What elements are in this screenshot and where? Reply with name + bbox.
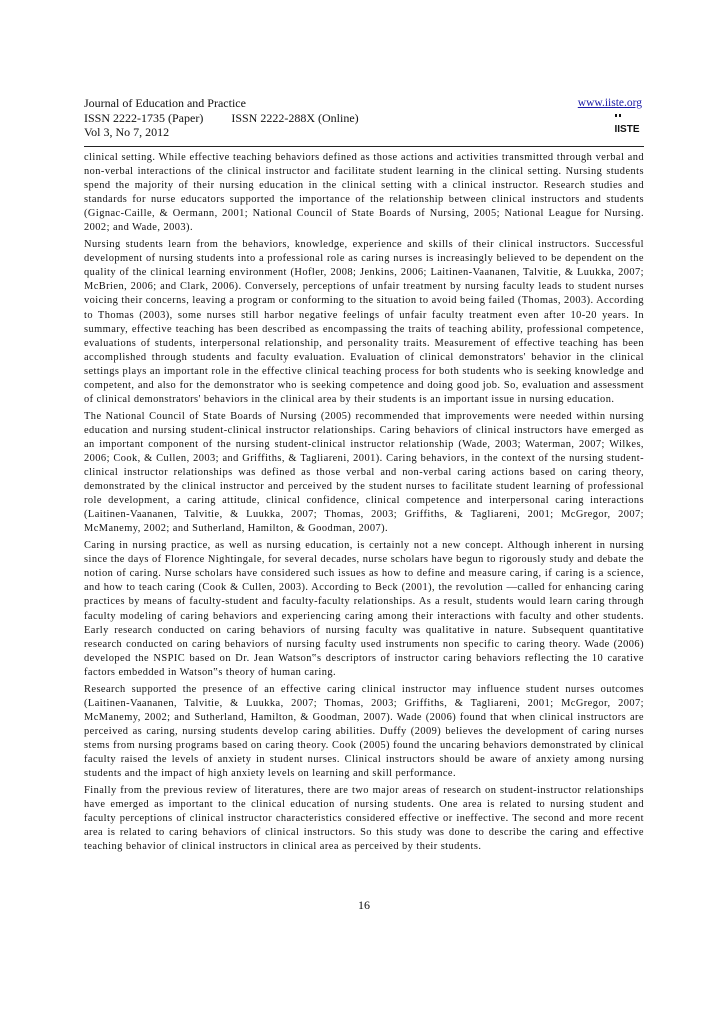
body-paragraph: clinical setting. While effective teaching behaviors defined as those actions and activities transmitted through verbal and non-verbal interactions of the clinical instructor and facilitate student learning in the clinical setting. Nursing students spend the majority of their nursing education in the clinical setting with a clinical instructor. Research studies and standards for nurse educators supported the importance of the relationship between clinical instructors and students (Gignac-Caille, & Oermann, 2001; National Council of State Boards of Nursing, 2005; National League for Nursing. 2002; and Wade, 2003).	[84, 152, 644, 234]
volume-issue: Vol 3, No 7, 2012	[84, 125, 170, 139]
issn-paper: ISSN 2222-1735 (Paper)	[84, 110, 204, 125]
body-paragraph: Research supported the presence of an effective caring clinical instructor may influence student nurses outcomes (Laitinen-Vaananen, Talvitie, & Luukka, 2007; Thomas, 2003; Griffiths, & Tagliareni, 2001; McGregor, 2007; McManemy, 2002; and Sutherland, Hamilton, & Goodman, 2007). Wade (2006) found that when clinical instructors are perceived as caring, nursing students develop caring abilities. Duffy (2009) believes the development of caring nurses stems from nursing programs based on caring theory. Cook (2005) found the uncaring behaviors demonstrated by clinical faculty raised the levels of anxiety in student nurses. Clinical instructors should be aware of anxiety among nursing students and the impact of high anxiety levels on learning and skill performance.	[84, 683, 644, 780]
issn-online: ISSN 2222-288X (Online)	[231, 110, 359, 125]
body-paragraph: Caring in nursing practice, as well as nursing education, is certainly not a new concept. Although inherent in nursing since the days of Florence Nightingale, for several decades, nurse scholars have begun to rigorously study and debate the notion of caring. Nurse scholars have considered such issues as how to define and measure caring, if caring is a science, and how to teach caring (Cook & Cullen, 2003). According to Beck (2001), the revolution ―called for enhancing caring practices by means of faculty-student and faculty-faculty relationships. As a result, students would learn caring through faculty modeling of caring behaviors and experiencing caring among their interactions with faculty and other students. Early research conducted on caring behaviors of nursing faculty was qualitative in nature. Subsequent quantitative research conducted on caring behaviors of nursing faculty used instruments non specific to caring theory. Wade (2006) developed the NSPIC based on Dr. Jean Watson‟s descriptors of instructor caring behaviors reflecting the 10 carative factors embedded in Watson‟s theory of human caring.	[84, 540, 644, 678]
body-paragraph: Finally from the previous review of literatures, there are two major areas of research on student-instructor relationships have emerged as important to the clinical education of nursing students. One area is related to nursing student and faculty perceptions of clinical instructor characteristics considered effective or ineffective. The second and more recent area is related to caring behaviors of clinical instructors. So this study was done to describe the caring and effective teaching behavior of clinical instructors in clinical area as perceived by their students.	[84, 785, 644, 853]
issn-line	[84, 111, 644, 126]
body-paragraph: Nursing students learn from the behaviors, knowledge, experience and skills of their clinical instructors. Successful development of nursing students into a professional role as caring nurses is increasingly believed to be dependent on the quality of the clinical learning environment (Hofler, 2008; Jenkins, 2006; Laitinen-Vaananen, Talvitie, & Luukka, 2007; McBrien, 2006; and Clark, 2006). Conversely, perceptions of unfair treatment by nursing faculty leads to student nurses voicing their concerns, leaving a program or conforming to the situation to avoid being failed (Thomas, 2003). According to Thomas (2003), some nurses still harbor negative feelings of unfair faculty treatment even after 10-20 years. In summary, effective teaching has been described as encompassing the traits of teaching ability, professional competence, evaluations of students, interpersonal relationship, and personality traits. Measurement of effective teaching has been accomplished through students and faculty evaluation. Evaluation of clinical demonstrators' behavior in the clinical settings plays an important role in the effective clinical teaching process for both students who is seeking knowledge and competent, and also for the demonstrator who is seeking competence and doing good job. So, evaluation and assessment of clinical demonstrators' behaviors in the clinical area by their students is an important issue in nursing education.	[84, 239, 644, 405]
body-paragraph: The National Council of State Boards of Nursing (2005) recommended that improvements were needed within nursing education and nursing student-clinical instructor relationships. Caring behaviors of clinical instructors have emerged as an important component of the nursing student-clinical instructor relationship (Wade, 2003; Waterman, 2007; Wilkes, 2006; Cook, & Cullen, 2003; and Griffiths, & Tagliareni, 2001). Caring behaviors, in the context of the nursing student-clinical instructor relationships was defined as those verbal and non-verbal caring actions based on caring theory, demonstrated by the clinical instructor and perceived by the student nurses to facilitate student learning of professional role development, a caring attitude, clinical confidence, clinical competence and interpersonal caring interactions (Laitinen-Vaananen, Talvitie, & Luukka, 2007; Thomas, 2003; Griffiths, & Tagliareni, 2001; McGregor, 2007; McManemy, 2002; and Sutherland, Hamilton, & Goodman, 2007).	[84, 410, 644, 535]
iiste-logo	[612, 112, 642, 134]
article-body	[84, 151, 644, 857]
running-header	[84, 96, 644, 142]
header-rule	[84, 146, 644, 147]
journal-title: Journal of Education and Practice	[84, 96, 246, 110]
journal-website-link[interactable]: www.iiste.org	[577, 97, 642, 109]
page-number: 16	[358, 898, 370, 912]
logo-text: IISTE	[614, 124, 640, 134]
